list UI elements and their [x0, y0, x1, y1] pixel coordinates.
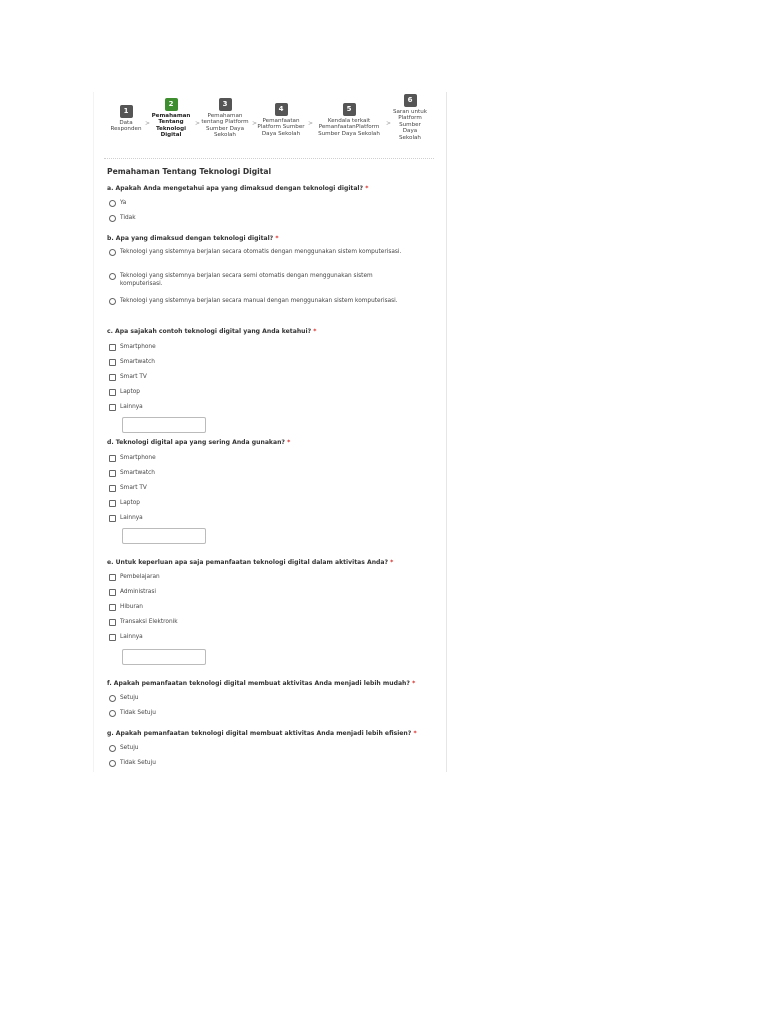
option-label: Tidak Setuju: [120, 710, 156, 716]
question-text: f. Apakah pemanfaatan teknologi digital membuat aktivitas Anda menjadi lebih mudah?: [107, 680, 410, 687]
checkbox[interactable]: [109, 574, 116, 581]
option-label: Smartwatch: [120, 359, 155, 365]
required-mark: *: [413, 730, 417, 737]
question-c: [107, 328, 316, 335]
checkbox[interactable]: [109, 619, 116, 626]
required-mark: *: [412, 680, 416, 687]
radio-button[interactable]: [109, 273, 116, 280]
option-label: Transaksi Elektronik: [120, 619, 178, 625]
step-label: Kendala terkait PemanfaatanPlatform Sumber Daya Sekolah: [318, 118, 380, 137]
required-mark: *: [287, 439, 291, 446]
radio-button[interactable]: [109, 200, 116, 207]
option-label: Tidak: [120, 215, 136, 221]
checkbox[interactable]: [109, 470, 116, 477]
other-text-input[interactable]: [122, 528, 206, 544]
option-label: Pembelajaran: [120, 574, 160, 580]
radio-button[interactable]: [109, 249, 116, 256]
checkbox[interactable]: [109, 359, 116, 366]
step-separator: >: [386, 120, 392, 127]
option-label: Administrasi: [120, 589, 156, 595]
step-number: 3: [219, 98, 232, 111]
option-label: Smart TV: [120, 374, 147, 380]
option-label: Teknologi yang sistemnya berjalan secara manual dengan menggunakan sistem komputerisasi.: [120, 298, 398, 304]
option-label: Tidak Setuju: [120, 760, 156, 766]
checkbox[interactable]: [109, 634, 116, 641]
step-separator: >: [252, 120, 258, 127]
step-number: 1: [120, 105, 133, 118]
required-mark: *: [390, 559, 394, 566]
step-label: Data Responden: [110, 120, 142, 133]
option-label: Ya: [120, 200, 127, 206]
section-title: Pemahaman Tentang Teknologi Digital: [107, 167, 272, 176]
question-text: c. Apa sajakah contoh teknologi digital yang Anda ketahui?: [107, 328, 312, 335]
checkbox[interactable]: [109, 589, 116, 596]
step-label: Pemanfaatan Platform Sumber Daya Sekolah: [257, 118, 305, 137]
option-label: Lainnya: [120, 515, 143, 521]
required-mark: *: [275, 235, 279, 242]
option-label: Laptop: [120, 500, 140, 506]
option-label: Teknologi yang sistemnya berjalan secara semi otomatis dengan menggunakan sistem komputerisasi.: [120, 273, 373, 287]
radio-button[interactable]: [109, 710, 116, 717]
option-label: Hiburan: [120, 604, 143, 610]
checkbox[interactable]: [109, 374, 116, 381]
progress-stepper: [94, 92, 446, 156]
option-label: Teknologi yang sistemnya berjalan secara otomatis dengan menggunakan sistem komputerisasi.: [120, 249, 402, 255]
question-text: e. Untuk keperluan apa saja pemanfaatan teknologi digital dalam aktivitas Anda?: [107, 559, 389, 566]
option-label: Smartphone: [120, 455, 156, 461]
checkbox[interactable]: [109, 500, 116, 507]
step-4[interactable]: [256, 103, 306, 137]
checkbox[interactable]: [109, 604, 116, 611]
checkbox[interactable]: [109, 404, 116, 411]
question-d: [107, 439, 290, 446]
checkbox[interactable]: [109, 389, 116, 396]
step-1[interactable]: [108, 105, 144, 133]
required-mark: *: [313, 328, 317, 335]
checkbox[interactable]: [109, 344, 116, 351]
question-text: b. Apa yang dimaksud dengan teknologi digital?: [107, 235, 274, 242]
divider: [104, 158, 434, 159]
checkbox[interactable]: [109, 455, 116, 462]
questionnaire-form: [93, 92, 447, 772]
question-g: [107, 730, 417, 737]
option-label: Lainnya: [120, 404, 143, 410]
step-number: 6: [404, 94, 417, 107]
option-label: Smartphone: [120, 344, 156, 350]
step-2[interactable]: [150, 98, 192, 139]
option-label: Setuju: [120, 745, 139, 751]
step-5[interactable]: [314, 103, 384, 137]
step-number: 2: [165, 98, 178, 111]
question-b: [107, 235, 279, 242]
checkbox[interactable]: [109, 485, 116, 492]
question-a: [107, 185, 368, 192]
other-text-input[interactable]: [122, 649, 206, 665]
step-label: Pemahaman Tentang Teknologi Digital: [151, 113, 191, 139]
option-label: Setuju: [120, 695, 139, 701]
step-separator: >: [308, 120, 314, 127]
step-label: Pemahaman tentang Platform Sumber Daya Sekolah: [201, 113, 249, 139]
option-label: Laptop: [120, 389, 140, 395]
step-6[interactable]: [391, 94, 429, 141]
radio-button[interactable]: [109, 745, 116, 752]
question-f: [107, 680, 415, 687]
radio-button[interactable]: [109, 695, 116, 702]
step-separator: >: [145, 120, 151, 127]
step-3[interactable]: [200, 98, 250, 139]
question-text: g. Apakah pemanfaatan teknologi digital membuat aktivitas Anda menjadi lebih efisien?: [107, 730, 412, 737]
question-text: a. Apakah Anda mengetahui apa yang dimaksud dengan teknologi digital?: [107, 185, 364, 192]
question-text: d. Teknologi digital apa yang sering Anda gunakan?: [107, 439, 285, 446]
radio-button[interactable]: [109, 298, 116, 305]
question-e: [107, 559, 393, 566]
other-text-input[interactable]: [122, 417, 206, 433]
radio-button[interactable]: [109, 215, 116, 222]
step-label: Saran untuk Platform Sumber Daya Sekolah: [392, 109, 428, 141]
checkbox[interactable]: [109, 515, 116, 522]
step-number: 5: [343, 103, 356, 116]
required-mark: *: [365, 185, 369, 192]
option-label: Lainnya: [120, 634, 143, 640]
step-separator: >: [195, 120, 201, 127]
step-number: 4: [275, 103, 288, 116]
option-label: Smartwatch: [120, 470, 155, 476]
radio-button[interactable]: [109, 760, 116, 767]
option-label: Smart TV: [120, 485, 147, 491]
